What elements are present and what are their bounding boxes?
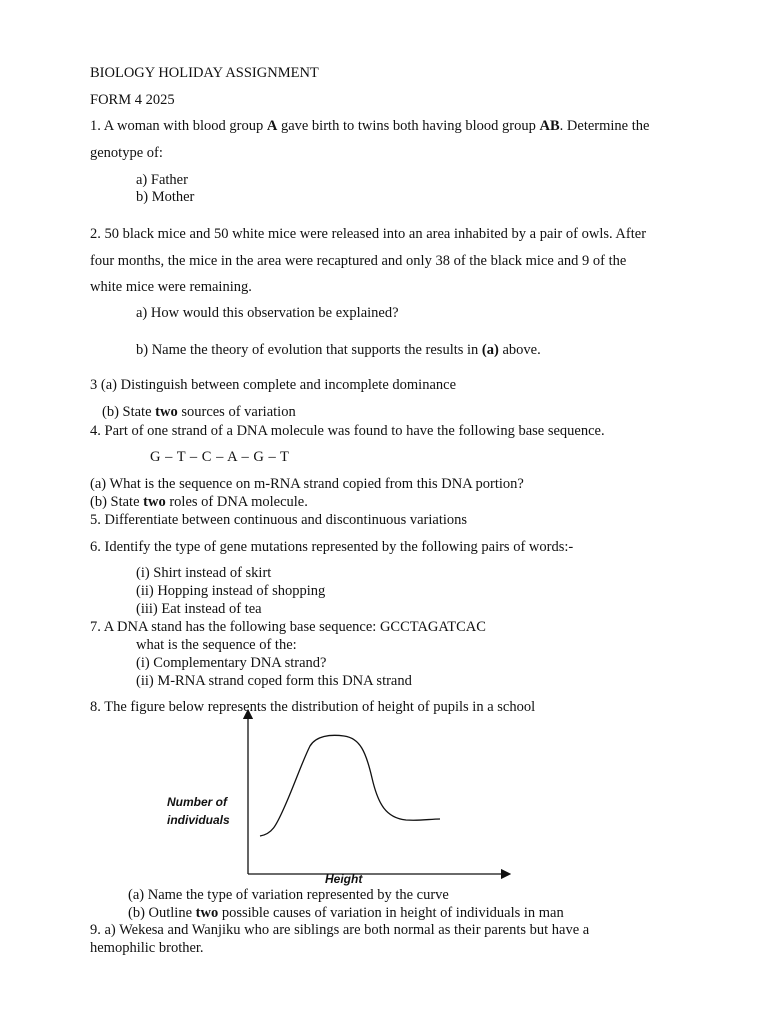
question-4b: (b) State two roles of DNA molecule. [90, 494, 308, 510]
question-7-ii: (ii) M-RNA strand coped form this DNA strand [136, 673, 412, 689]
question-6-iii: (iii) Eat instead of tea [136, 601, 262, 617]
question-3a: 3 (a) Distinguish between complete and incomplete dominance [90, 377, 457, 393]
question-2: 2. 50 black mice and 50 white mice were released into an area inhabited by a pair of owls. After [90, 226, 647, 242]
question-5: 5. Differentiate between continuous and discontinuous variations [90, 512, 468, 528]
question-2-cont2: white mice were remaining. [90, 279, 252, 295]
assignment-title: BIOLOGY HOLIDAY ASSIGNMENT [90, 65, 319, 81]
dna-base-sequence: G – T – C – A – G – T [150, 449, 290, 465]
question-7-i: (i) Complementary DNA strand? [136, 655, 327, 671]
question-6-ii: (ii) Hopping instead of shopping [136, 583, 326, 599]
question-1b: b) Mother [136, 189, 195, 205]
question-1: 1. A woman with blood group A gave birth to twins both having blood group AB. Determine the [90, 118, 650, 134]
x-axis-label: Height [325, 872, 363, 886]
question-4a: (a) What is the sequence on m-RNA strand copied from this DNA portion? [90, 476, 524, 492]
question-9: 9. a) Wekesa and Wanjiku who are siblings are both normal as their parents but have a [90, 922, 590, 938]
question-6: 6. Identify the type of gene mutations represented by the following pairs of words:- [90, 539, 574, 555]
question-9-cont: hemophilic brother. [90, 940, 204, 956]
question-2-cont1: four months, the mice in the area were recaptured and only 38 of the black mice and 9 of the [90, 253, 627, 269]
question-8b: (b) Outline two possible causes of variation in height of individuals in man [128, 905, 564, 921]
form-year: FORM 4 2025 [90, 92, 175, 108]
variation-curve [260, 735, 440, 836]
question-7-cont: what is the sequence of the: [136, 637, 297, 653]
question-3b: (b) State two sources of variation [102, 404, 296, 420]
y-axis-label-line2: individuals [167, 813, 230, 827]
question-8: 8. The figure below represents the distribution of height of pupils in a school [90, 699, 536, 715]
height-distribution-figure [240, 708, 520, 884]
y-axis-label-line1: Number of [167, 795, 227, 809]
question-8a: (a) Name the type of variation represented by the curve [128, 887, 449, 903]
question-4: 4. Part of one strand of a DNA molecule was found to have the following base sequence. [90, 423, 605, 439]
question-1-cont: genotype of: [90, 145, 163, 161]
question-2a: a) How would this observation be explained? [136, 305, 399, 321]
question-7: 7. A DNA stand has the following base sequence: GCCTAGATCAC [90, 619, 486, 635]
question-1a: a) Father [136, 172, 188, 188]
question-2b: b) Name the theory of evolution that supports the results in (a) above. [136, 342, 541, 358]
question-6-i: (i) Shirt instead of skirt [136, 565, 272, 581]
